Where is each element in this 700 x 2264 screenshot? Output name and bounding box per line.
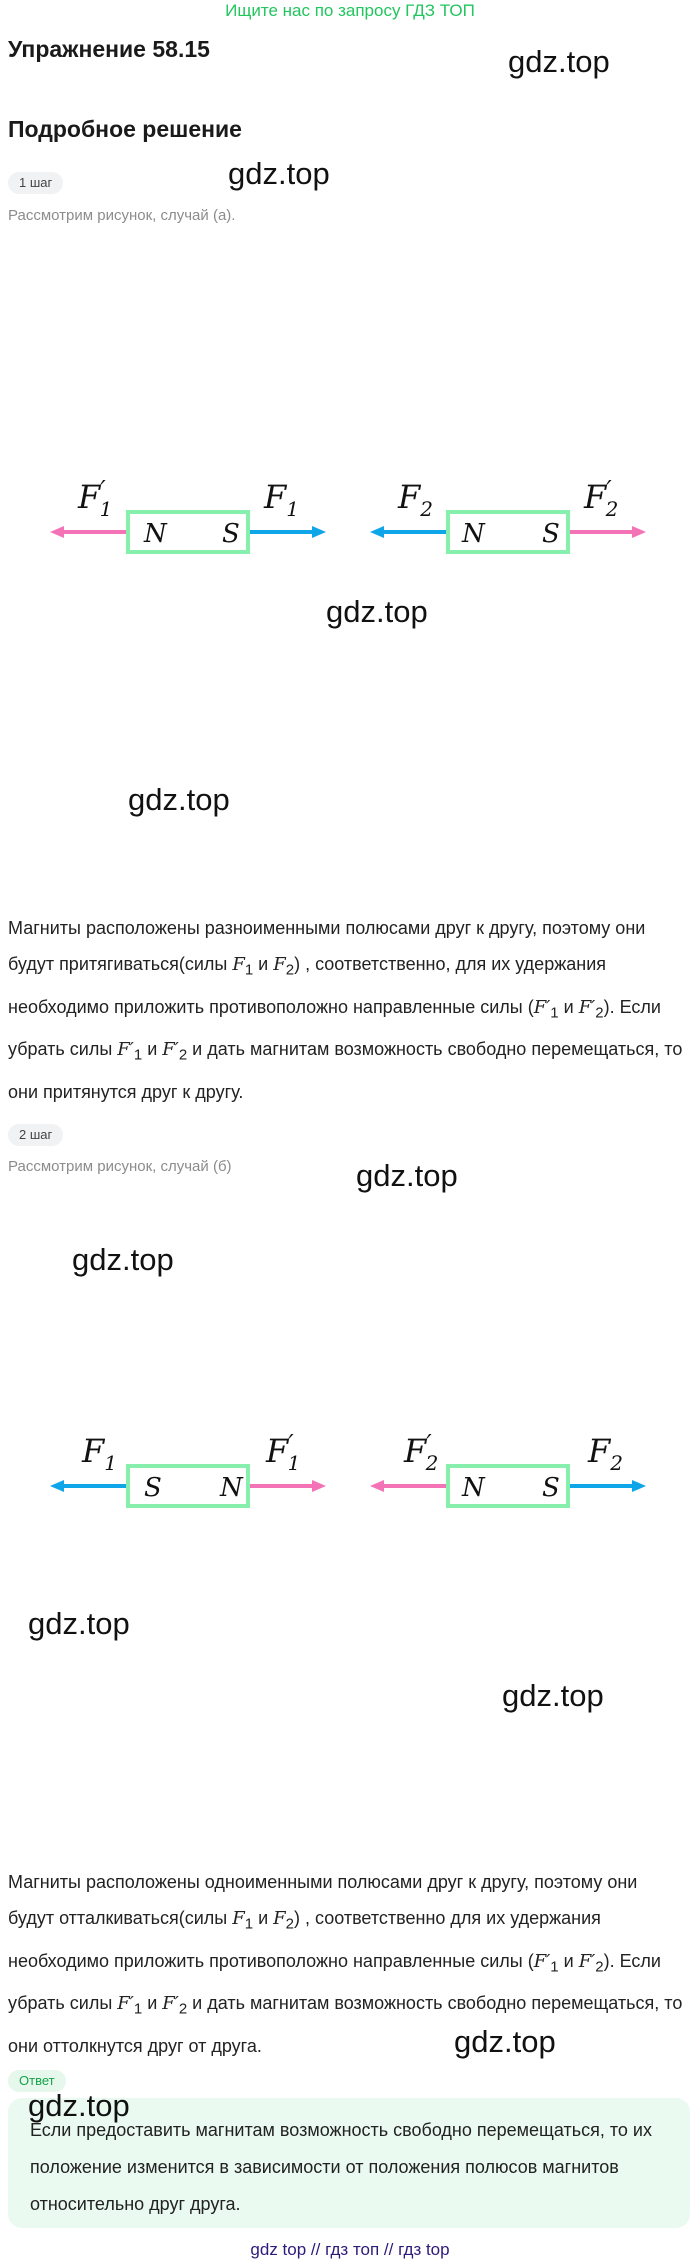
answer-text: Если предоставить магнитам возможность свободно перемещаться, то их положение изменится в зависимости от положения полюсов магнитов относительно друг друга.	[30, 2120, 652, 2214]
watermark: gdz.top	[28, 1606, 130, 1641]
arrow-head	[312, 526, 326, 538]
exercise-title: Упражнение 58.15	[8, 36, 210, 62]
force-label: F′ 1	[266, 1430, 301, 1475]
force-label: F′ 2	[584, 476, 619, 521]
step-caption: Рассмотрим рисунок, случай (б)	[8, 1158, 232, 1175]
magnets-figure-b	[0, 1424, 700, 1514]
pole-label: S	[144, 1473, 162, 1503]
pole-label: N	[462, 1473, 485, 1503]
step-badge: 2 шаг	[8, 1124, 63, 1146]
force-label: $F_2$	[588, 1432, 623, 1475]
watermark: gdz.top	[508, 44, 610, 79]
watermark: gdz.top	[356, 1158, 458, 1193]
arrow-head	[370, 1480, 384, 1492]
arrow-head	[632, 1480, 646, 1492]
arrow-head	[50, 526, 64, 538]
step-explanation: Магниты расположены разноименными полюсами друг к другу, поэтому они будут притягиваться(силы $F_1$ и $F_2$) , соответственно, для их удержания необходимо приложить противоположно направленные силы ($F'_1$ и $F'_2$). Если убрать силы $F'_1$ и $F'_2$ и дать магнитам возможность свободно перемещаться, то они притянутся друг к другу.	[8, 918, 683, 1102]
force-label: $F_1$	[82, 1432, 117, 1475]
watermark: gdz.top	[326, 594, 428, 629]
step-explanation: Магниты расположены одноименными полюсами друг к другу, поэтому они будут отталкиваться(силы $F_1$ и $F_2$) , соответственно для их удержания необходимо приложить противоположно направленные силы ($F'_1$ и $F'_2$). Если убрать силы $F'_1$ и $F'_2$ и дать магнитам возможность свободно перемещаться, то они оттолкнутся друг от друга.	[8, 1872, 683, 2056]
pole-label: N	[462, 519, 485, 549]
arrow-head	[370, 526, 384, 538]
watermark: gdz.top	[128, 782, 230, 817]
watermark: gdz.top	[28, 2088, 130, 2123]
force-label: F′ 2	[404, 1430, 439, 1475]
force-label: $F_2$	[398, 478, 433, 521]
footer-links[interactable]: gdz top // гдз топ // гдз top	[250, 2240, 450, 2259]
arrow-head	[50, 1480, 64, 1492]
pole-label: N	[220, 1473, 243, 1503]
section-title: Подробное решение	[8, 116, 242, 142]
search-banner[interactable]: Ищите нас по запросу ГДЗ ТОП	[225, 1, 475, 20]
arrow-head	[312, 1480, 326, 1492]
pole-label: N	[144, 519, 167, 549]
force-label: $F_1$	[264, 478, 299, 521]
step-caption: Рассмотрим рисунок, случай (а).	[8, 207, 236, 224]
pole-label: S	[542, 1473, 560, 1503]
pole-label: S	[222, 519, 240, 549]
watermark: gdz.top	[502, 1678, 604, 1713]
arrow-head	[632, 526, 646, 538]
pole-label: S	[542, 519, 560, 549]
watermark: gdz.top	[228, 156, 330, 191]
magnets-figure-a	[0, 470, 700, 560]
force-label: F′ 1	[78, 476, 113, 521]
answer-badge: Ответ	[8, 2070, 66, 2092]
watermark: gdz.top	[454, 2024, 556, 2059]
watermark: gdz.top	[72, 1242, 174, 1277]
step-badge: 1 шаг	[8, 172, 63, 194]
